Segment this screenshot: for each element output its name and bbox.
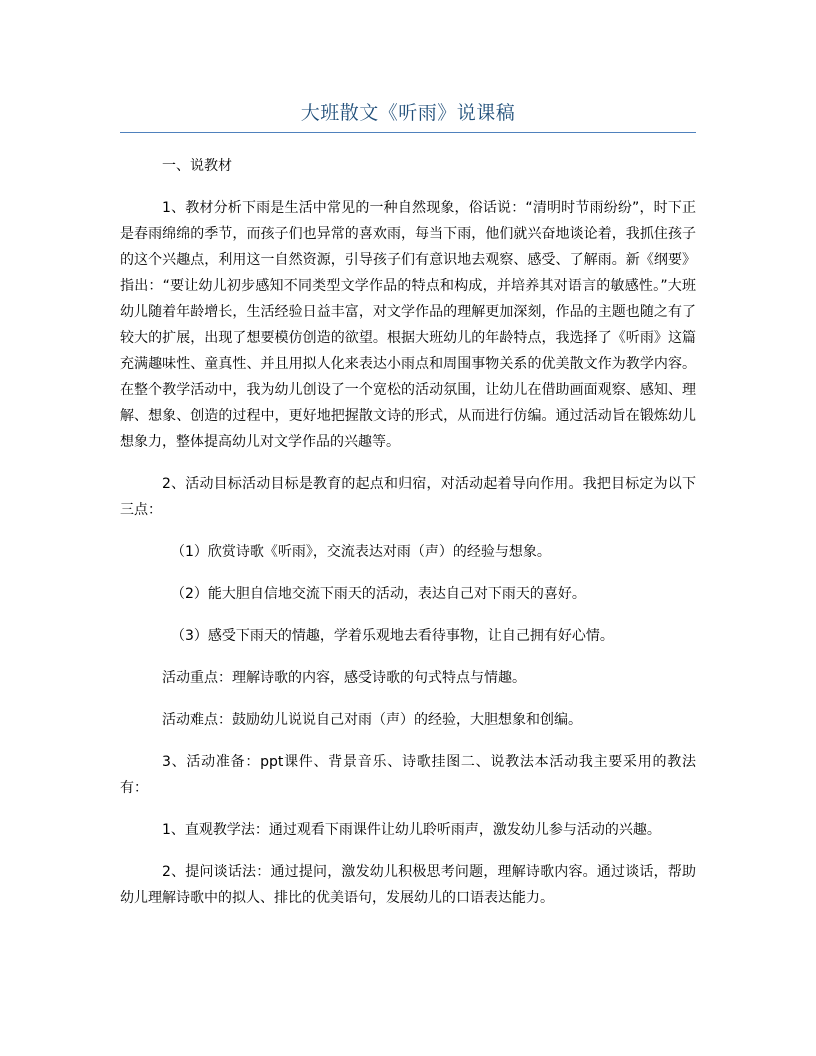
list-item: （3）感受下雨天的情趣，学着乐观地去看待事物，让自己拥有好心情。	[171, 628, 614, 644]
paragraph: 3、活动准备：ppt课件、背景音乐、诗歌挂图二、说教法本活动我主要采用的教法有：	[120, 754, 696, 796]
list-item: （2）能大胆自信地交流下雨天的活动，表达自己对下雨天的喜好。	[171, 586, 586, 602]
paragraph: 1、教材分析下雨是生活中常见的一种自然现象，俗话说：“清明时节雨纷纷”，时下正是春雨绵绵的季节，而孩子们也异常的喜欢雨，每当下雨，他们就兴奋地谈论着，我抓住孩子的这个兴趣点，利用这一自然资源，引导孩子们有意识地去观察、感受、了解雨。新《纲要》指出：“要让幼儿初步感知不同类型文学作品的特点和构成，并培养其对语言的敏感性。”大班幼儿随着年龄增长，生活经验日益丰富，对文学作品的理解更加深刻，作品的主题也随之有了较大的扩展，出现了想要模仿创造的欲望。根据大班幼儿的年龄特点，我选择了《听雨》这篇充满趣味性、童真性、并且用拟人化来表达小雨点和周围事物关系的优美散文作为教学内容。在整个教学活动中，我为幼儿创设了一个宽松的活动氛围，让幼儿在借助画面观察、感知、理解、想象、创造的过程中，更好地把握散文诗的形式，从而进行仿编。通过活动旨在锻炼幼儿想象力，整体提高幼儿对文学作品的兴趣等。	[120, 200, 696, 450]
document-title: 大班散文《听雨》说课稿	[300, 102, 516, 124]
title-underline	[120, 132, 696, 133]
document-body	[120, 153, 696, 927]
paragraph: 活动重点：理解诗歌的内容，感受诗歌的句式特点与情趣。	[162, 670, 526, 686]
paragraph: 2、提问谈话法：通过提问，激发幼儿积极思考问题，理解诗歌内容。通过谈话，帮助幼儿理解诗歌中的拟人、排比的优美语句，发展幼儿的口语表达能力。	[120, 864, 696, 906]
paragraph: 活动难点：鼓励幼儿说说自己对雨（声）的经验，大胆想象和创编。	[162, 712, 582, 728]
list-item: （1）欣赏诗歌《听雨》，交流表达对雨（声）的经验与想象。	[171, 544, 551, 560]
paragraph: 2、活动目标活动目标是教育的起点和归宿，对活动起着导向作用。我把目标定为以下三点：	[120, 476, 696, 518]
paragraph: 1、直观教学法：通过观看下雨课件让幼儿聆听雨声，激发幼儿参与活动的兴趣。	[162, 822, 661, 838]
section-heading: 一、说教材	[162, 158, 232, 174]
